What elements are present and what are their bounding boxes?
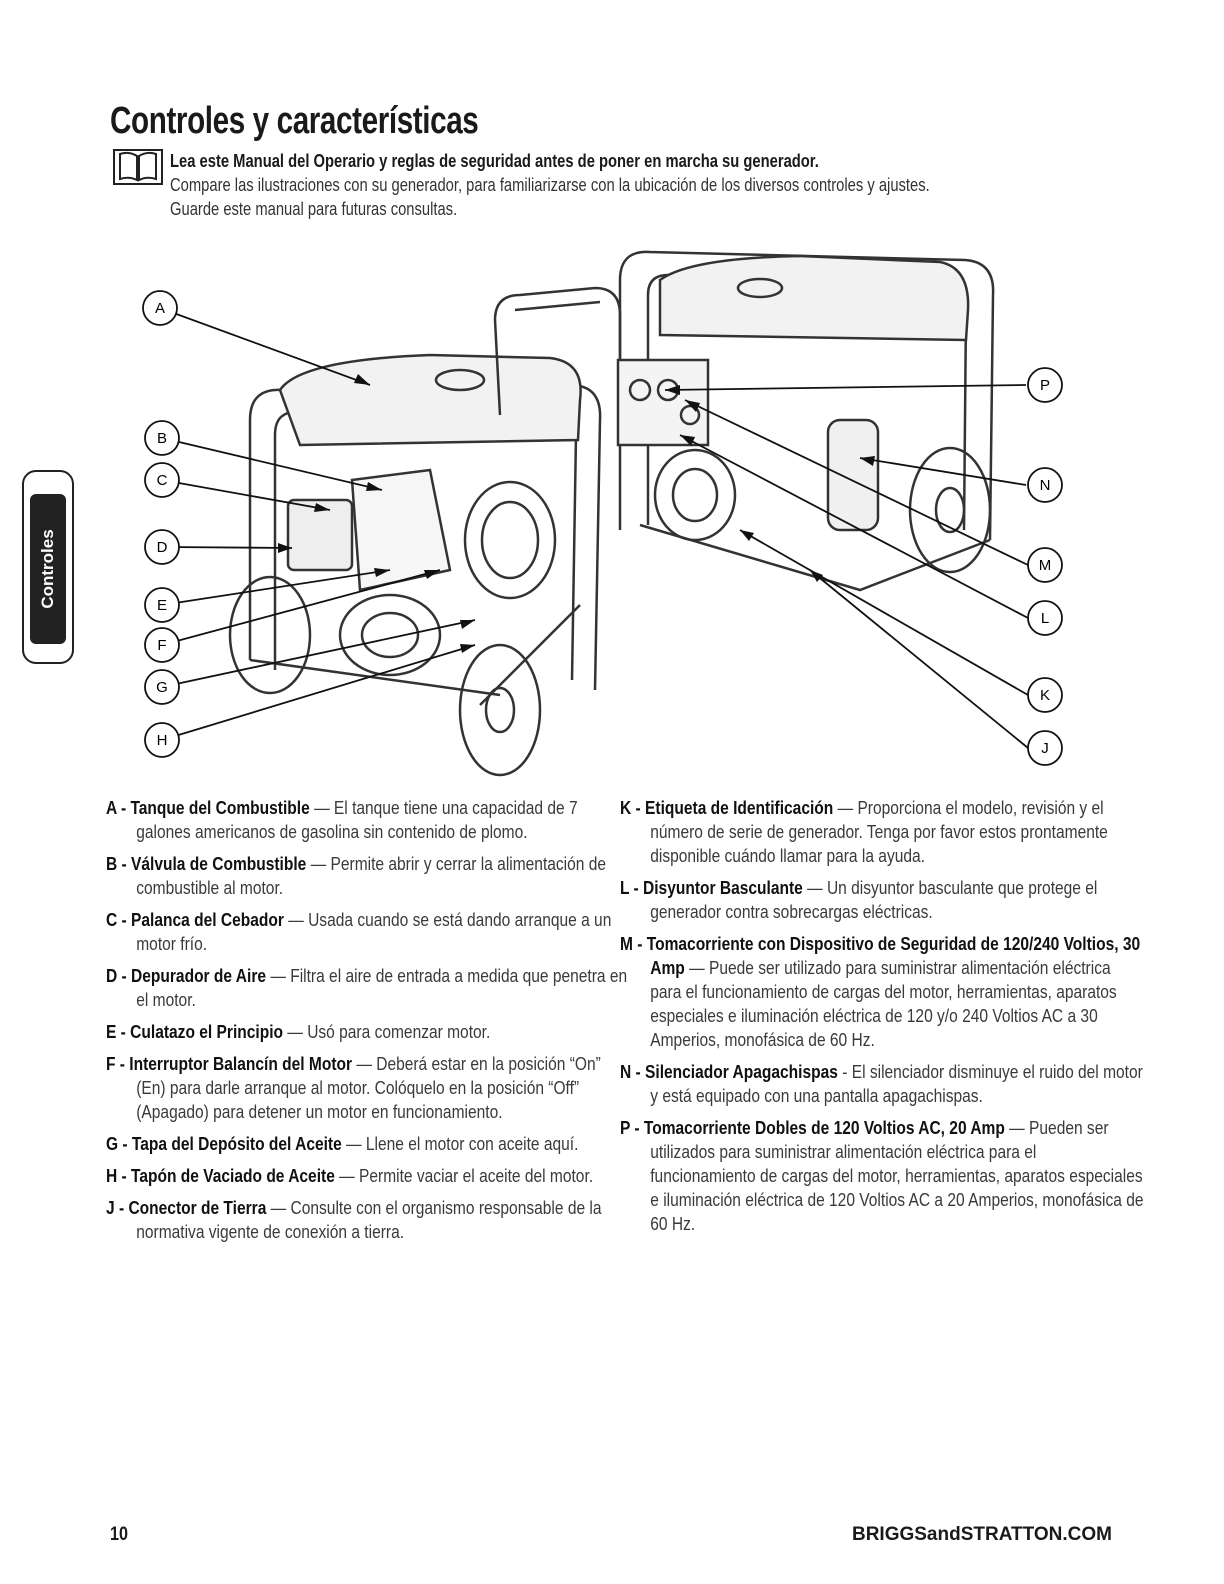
legend-item-name: D - Depurador de Aire [106, 965, 267, 986]
callout-k [1028, 678, 1062, 712]
intro-text-line-2: Guarde este manual para futuras consultas. [170, 199, 458, 219]
svg-text:H: H [156, 732, 168, 749]
callout-d [145, 530, 179, 564]
callout-a [143, 291, 177, 325]
legend-item-description: — Filtra el aire de entrada a medida que penetra en el motor. [136, 965, 628, 1010]
callout-n [1028, 468, 1062, 502]
legend-item-name: C - Palanca del Cebador [106, 909, 284, 930]
legend-item-description: - El silenciador disminuye el ruido del motor y está equipado con una pantalla apagachispas. [650, 1061, 1143, 1106]
intro-warning: Lea este Manual del Operario y reglas de seguridad antes de poner en marcha su generador. [170, 151, 819, 171]
legend-item-n [620, 1060, 1146, 1108]
legend-item-description: — Usada cuando se está dando arranque a un motor frío. [136, 909, 612, 954]
legend-item-name: K - Etiqueta de Identificación [620, 797, 834, 818]
svg-text:P: P [1039, 377, 1051, 394]
svg-text:C: C [156, 472, 168, 489]
svg-text:F: F [157, 637, 167, 654]
legend-item-d [106, 964, 632, 1012]
legend-item-p [620, 1116, 1146, 1236]
callout-f [145, 628, 179, 662]
callout-h [145, 723, 179, 757]
svg-text:M: M [1038, 557, 1052, 574]
svg-text:E: E [156, 597, 168, 614]
intro-text-line-1: Compare las ilustraciones con su generador, para familiarizarse con la ubicación de los diversos controles y ajustes. [170, 175, 930, 195]
callout-j [1028, 731, 1062, 765]
legend-column-right [620, 796, 1144, 1244]
legend-item-g [106, 1132, 632, 1156]
legend-item-name: B - Válvula de Combustible [106, 853, 307, 874]
legend-item-name: A - Tanque del Combustible [106, 797, 310, 818]
callout-b [145, 421, 179, 455]
svg-text:J: J [1041, 740, 1049, 757]
legend-item-name: F - Interruptor Balancín del Motor [106, 1053, 353, 1074]
legend-item-a [106, 796, 632, 844]
legend-item-description: — Pueden ser utilizados para suministrar alimentación eléctrica para el funcionamiento de cargas del motor, herramientas, aparatos especiales e iluminación eléctrica de 120 Voltios AC a 20 Amperios, monofásica de 60 Hz. [650, 1117, 1144, 1234]
legend-item-description: — Deberá estar en la posición “On” (En) para darle arranque al motor. Colóquelo en la posición “Off” (Apagado) para detener un motor en funcionamiento. [136, 1053, 601, 1122]
legend-item-name: G - Tapa del Depósito del Aceite [106, 1133, 342, 1154]
section-tab-label: Controles [38, 529, 57, 609]
callout-l [1028, 601, 1062, 635]
legend-item-k [620, 796, 1146, 868]
legend-item-name: M - Tomacorriente con Dispositivo de Seguridad de 120/240 Voltios, 30 Amp [620, 933, 1141, 978]
svg-text:L: L [1040, 610, 1050, 627]
legend-item-name: J - Conector de Tierra [106, 1197, 267, 1218]
legend-item-description: — Un disyuntor basculante que protege el generador contra sobrecargas eléctricas. [650, 877, 1098, 922]
svg-text:A: A [154, 300, 166, 317]
footer-url: BRIGGSandSTRATTON.COM [851, 1524, 1112, 1545]
legend-item-description: — Llene el motor con aceite aquí. [341, 1133, 579, 1154]
generator-illustration [100, 240, 1090, 790]
legend-item-h [106, 1164, 632, 1188]
callout-m [1028, 548, 1062, 582]
legend-item-c [106, 908, 632, 956]
callout-e [145, 588, 179, 622]
legend-item-description: — Permite vaciar el aceite del motor. [334, 1165, 594, 1186]
legend-item-e [106, 1020, 632, 1044]
book-icon [112, 148, 164, 186]
legend-column-left [106, 796, 628, 1252]
legend-item-name: H - Tapón de Vaciado de Aceite [106, 1165, 335, 1186]
legend-item-m [620, 932, 1146, 1052]
page-number: 10 [110, 1524, 128, 1545]
callout-c [145, 463, 179, 497]
legend-item-description: — El tanque tiene una capacidad de 7 galones americanos de gasolina sin contenido de plomo. [136, 797, 578, 842]
legend-item-description: — Puede ser utilizado para suministrar alimentación eléctrica para el funcionamiento de cargas del motor, herramientas, aparatos especiales e iluminación eléctrica de 120 y/o 240 Voltios AC a 30 Amperios, monofásica de 60 Hz. [650, 957, 1117, 1050]
svg-text:B: B [156, 430, 168, 447]
legend-item-description: — Usó para comenzar motor. [283, 1021, 491, 1042]
legend-item-l [620, 876, 1146, 924]
legend-item-description: — Permite abrir y cerrar la alimentación de combustible al motor. [136, 853, 607, 898]
legend-item-f [106, 1052, 632, 1124]
svg-text:D: D [156, 539, 168, 556]
legend-item-name: P - Tomacorriente Dobles de 120 Voltios AC, 20 Amp [620, 1117, 1005, 1138]
legend-item-b [106, 852, 632, 900]
legend-item-name: L - Disyuntor Basculante [620, 877, 803, 898]
legend-item-j [106, 1196, 632, 1244]
legend-item-name: N - Silenciador Apagachispas [620, 1061, 838, 1082]
callout-g [145, 670, 179, 704]
svg-text:G: G [156, 679, 168, 696]
legend-item-description: — Consulte con el organismo responsable de la normativa vigente de conexión a tierra. [136, 1197, 602, 1242]
legend-item-description: — Proporciona el modelo, revisión y el número de serie de generador. Tenga por favor estos prontamente disponible cuándo llamar para la ayuda. [650, 797, 1108, 866]
svg-text:K: K [1039, 687, 1051, 704]
svg-text:N: N [1039, 477, 1051, 494]
page-title: Controles y características [110, 100, 479, 142]
legend-item-name: E - Culatazo el Principio [106, 1021, 284, 1042]
callout-p [1028, 368, 1062, 402]
